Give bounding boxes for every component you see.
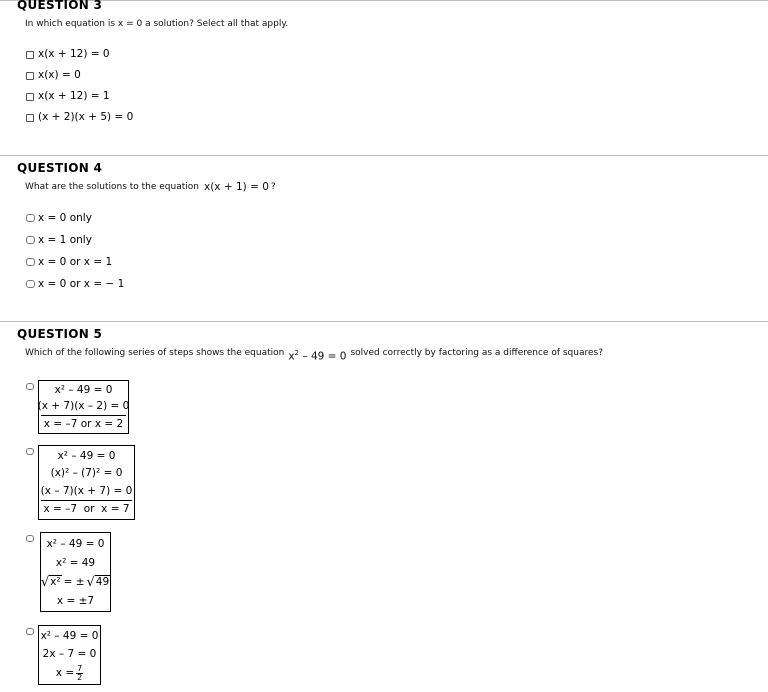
step-line: x = –7 or x = 7 [41, 500, 132, 517]
sqrt-left [41, 575, 62, 589]
q4-equation: x(x + 1) = 0 [203, 181, 269, 193]
option-label: x = 0 only [38, 212, 92, 224]
checkbox[interactable] [26, 72, 34, 80]
q5-option-b-box [38, 445, 135, 520]
checkbox[interactable] [26, 51, 34, 59]
q5-equation [288, 349, 346, 363]
option-label: x(x + 12) = 1 [38, 90, 110, 102]
option-label: x(x + 12) = 0 [38, 48, 110, 60]
q3-option-2[interactable] [26, 69, 81, 81]
eq-rest: – 49 = 0 [302, 350, 347, 363]
radio-button[interactable] [26, 236, 35, 244]
q5-radio-d[interactable] [26, 628, 34, 635]
top-divider [0, 0, 768, 1]
denominator: 2 [77, 672, 83, 682]
eq-base: x [288, 350, 295, 363]
q3-option-3[interactable] [26, 90, 110, 102]
q5-prompt-end: solved correctly by factoring as a difference of squares? [350, 347, 603, 358]
q3-option-4[interactable] [26, 111, 133, 123]
option-label: x(x) = 0 [38, 69, 81, 81]
q5-option-c-box [40, 532, 111, 612]
q5-title: QUESTION 5 [17, 327, 103, 341]
q4-prompt-row [25, 181, 276, 193]
q3-prompt: In which equation is x = 0 a solution? Select all that apply. [25, 19, 289, 29]
q4-divider [0, 321, 768, 322]
q4-title: QUESTION 4 [17, 161, 103, 175]
q4-option-2[interactable] [26, 234, 92, 246]
frac-step-line [56, 665, 83, 682]
step-line: (x – 7)(x + 7) = 0 [40, 484, 133, 497]
step-line: x² – 49 = 0 [57, 449, 116, 462]
q5-radio-c[interactable] [26, 535, 34, 542]
q5-option-d-box [38, 625, 101, 685]
option-label: x = 0 or x = − 1 [38, 278, 125, 290]
q3-option-1[interactable] [26, 48, 110, 60]
q5-prompt-row [25, 346, 603, 363]
fraction [76, 665, 83, 682]
step-line: x² – 49 = 0 [46, 537, 105, 550]
radical-icon: √ [86, 574, 95, 590]
q5-radio-b[interactable] [26, 448, 34, 455]
radicand: 49 [95, 575, 110, 588]
eq-exponent: 2 [294, 349, 300, 357]
step-line: x = ±7 [56, 594, 95, 607]
option-label: x = 1 only [38, 234, 92, 246]
option-label: (x + 2)(x + 5) = 0 [38, 111, 134, 123]
pm-equals: = ± [63, 575, 85, 588]
q5-radio-a[interactable] [26, 383, 34, 390]
radio-button[interactable] [26, 214, 35, 222]
step-prefix: x = [55, 667, 75, 680]
option-label: x = 0 or x = 1 [38, 256, 113, 268]
radical-icon: √ [40, 574, 50, 590]
numerator: 7 [77, 663, 83, 673]
radio-button[interactable] [26, 258, 35, 266]
q3-title: QUESTION 3 [17, 0, 103, 12]
q3-divider [0, 155, 768, 156]
step-line: (x)² – (7)² = 0 [50, 467, 123, 480]
sqrt-right [87, 575, 111, 589]
q5-prompt: Which of the following series of steps shows the equation [25, 347, 285, 358]
sqrt-step-line [41, 574, 110, 590]
q4-prompt: What are the solutions to the equation [25, 182, 199, 192]
q5-option-a-box [38, 380, 129, 434]
step-line: x² – 49 = 0 [40, 630, 99, 643]
checkbox[interactable] [26, 93, 34, 101]
step-line: (x + 7)(x – 2) = 0 [37, 400, 130, 413]
radio-button[interactable] [26, 280, 35, 288]
q4-option-4[interactable] [26, 278, 124, 290]
step-line: x = –7 or x = 2 [41, 415, 126, 432]
radicand: x² [50, 575, 61, 588]
q4-option-3[interactable] [26, 256, 112, 268]
step-line: 2x – 7 = 0 [42, 648, 97, 661]
checkbox[interactable] [26, 114, 34, 122]
step-line: x² = 49 [55, 556, 96, 569]
q4-option-1[interactable] [26, 212, 92, 224]
step-line: x² – 49 = 0 [54, 384, 113, 397]
q4-prompt-end: ? [270, 182, 276, 192]
